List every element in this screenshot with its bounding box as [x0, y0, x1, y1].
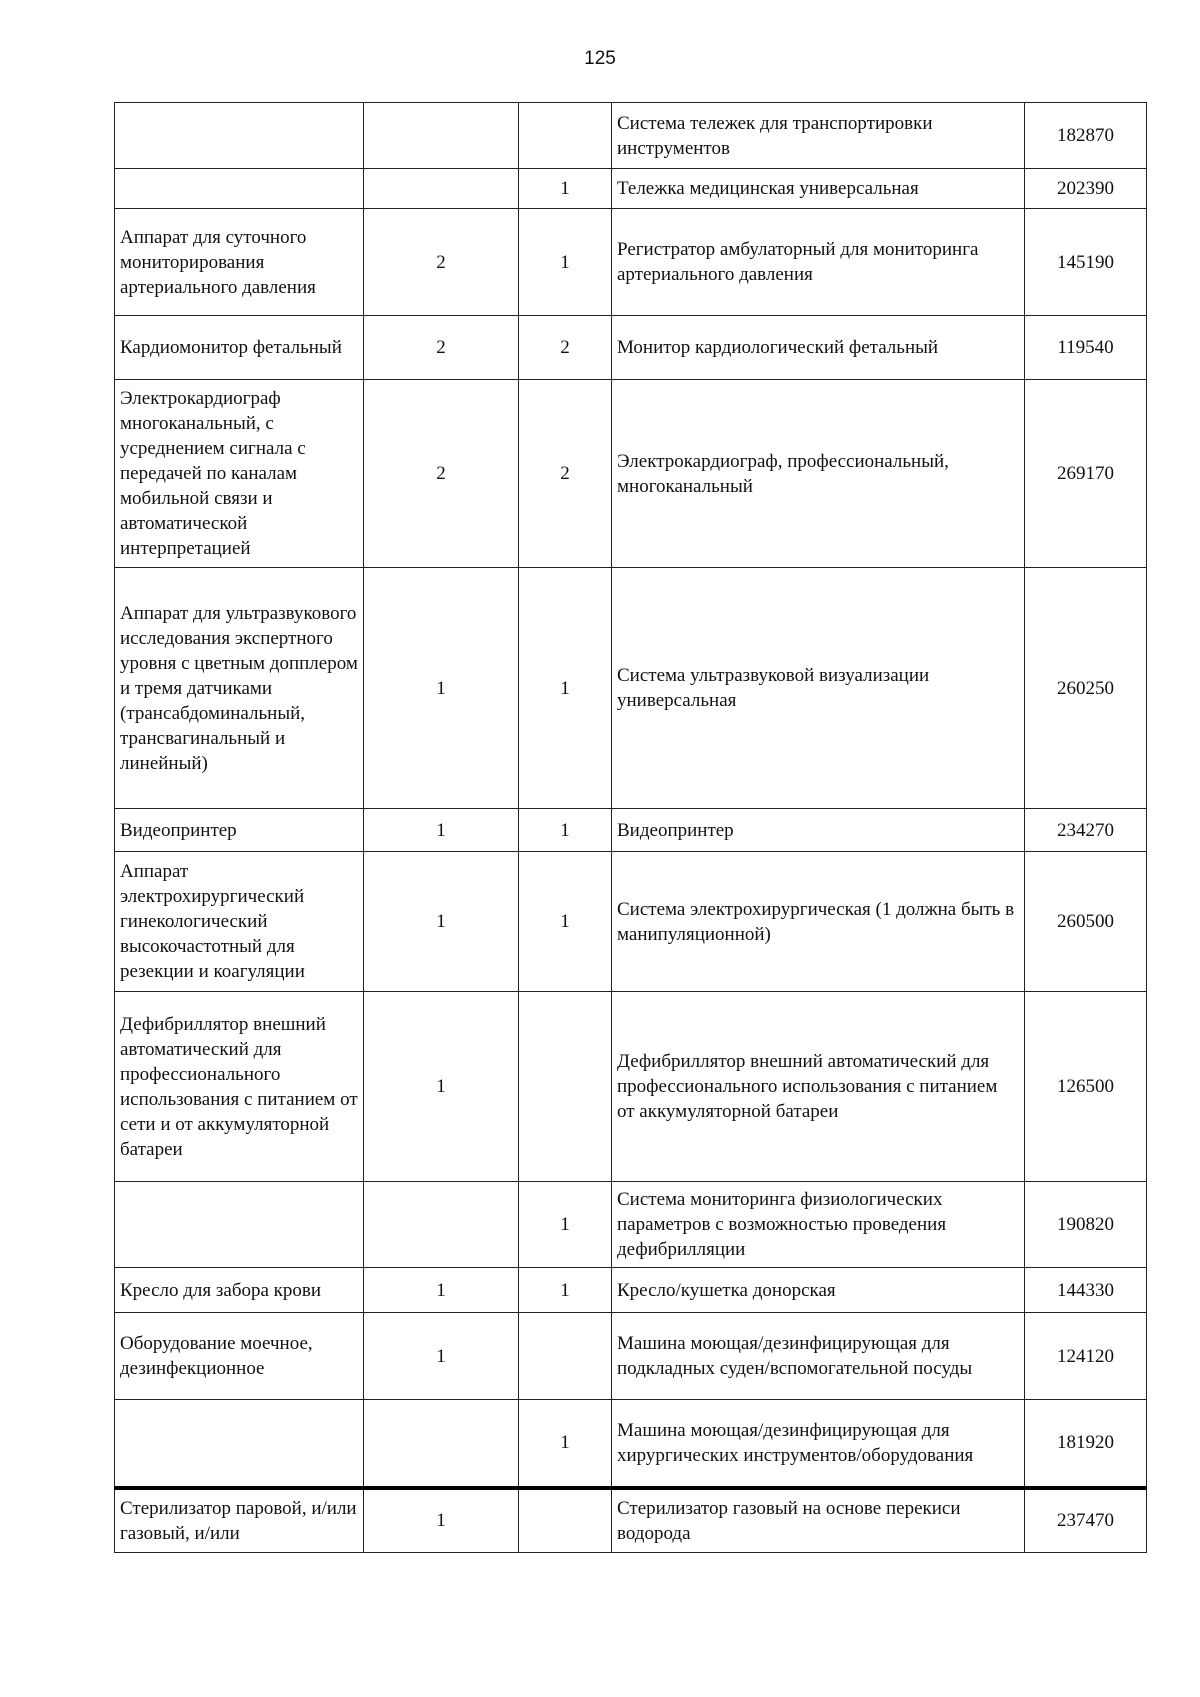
table-row	[115, 316, 1147, 380]
price-cell: 260250	[1025, 568, 1147, 809]
present-quantity-cell: 1	[519, 1268, 612, 1313]
description-cell: Система мониторинга физиологических параметров с возможностью проведения дефибрилляции	[612, 1182, 1025, 1268]
equipment-table-body	[115, 103, 1147, 1553]
required-quantity-cell	[364, 1400, 519, 1488]
present-quantity-cell	[519, 1488, 612, 1553]
required-quantity-cell: 1	[364, 568, 519, 809]
present-quantity-cell: 2	[519, 316, 612, 380]
description-cell: Регистратор амбулаторный для мониторинга артериального давления	[612, 209, 1025, 316]
equipment-name-cell: Видеопринтер	[115, 809, 364, 852]
equipment-name-cell: Стерилизатор паровой, и/или газовый, и/или	[115, 1488, 364, 1553]
required-quantity-cell: 1	[364, 1488, 519, 1553]
equipment-name-cell: Аппарат для суточного мониторирования артериального давления	[115, 209, 364, 316]
price-cell: 119540	[1025, 316, 1147, 380]
description-cell: Электрокардиограф, профессиональный, многоканальный	[612, 380, 1025, 568]
price-cell: 269170	[1025, 380, 1147, 568]
required-quantity-cell: 2	[364, 380, 519, 568]
required-quantity-cell: 1	[364, 1313, 519, 1400]
required-quantity-cell	[364, 169, 519, 209]
equipment-name-cell: Дефибриллятор внешний автоматический для профессионального использования с питанием от сети и от аккумуляторной батареи	[115, 992, 364, 1182]
price-cell: 234270	[1025, 809, 1147, 852]
required-quantity-cell: 1	[364, 992, 519, 1182]
price-cell: 190820	[1025, 1182, 1147, 1268]
table-row	[115, 1313, 1147, 1400]
equipment-name-cell: Аппарат для ультразвукового исследования экспертного уровня с цветным допплером и тремя датчиками (трансабдоминальный, трансвагинальный и линейный)	[115, 568, 364, 809]
description-cell: Машина моющая/дезинфицирующая для подкладных суден/вспомогательной посуды	[612, 1313, 1025, 1400]
required-quantity-cell: 1	[364, 852, 519, 992]
required-quantity-cell	[364, 1182, 519, 1268]
price-cell: 124120	[1025, 1313, 1147, 1400]
table-row	[115, 169, 1147, 209]
present-quantity-cell: 1	[519, 809, 612, 852]
price-cell: 237470	[1025, 1488, 1147, 1553]
table-row	[115, 1182, 1147, 1268]
description-cell: Система электрохирургическая (1 должна быть в манипуляционной)	[612, 852, 1025, 992]
table-row	[115, 809, 1147, 852]
equipment-name-cell	[115, 1182, 364, 1268]
equipment-name-cell	[115, 103, 364, 169]
required-quantity-cell: 2	[364, 316, 519, 380]
equipment-name-cell: Кардиомонитор фетальный	[115, 316, 364, 380]
table-row	[115, 209, 1147, 316]
page-number: 125	[584, 48, 616, 69]
present-quantity-cell: 1	[519, 1182, 612, 1268]
present-quantity-cell	[519, 1313, 612, 1400]
description-cell: Дефибриллятор внешний автоматический для профессионального использования с питанием от аккумуляторной батареи	[612, 992, 1025, 1182]
equipment-name-cell	[115, 169, 364, 209]
description-cell: Система тележек для транспортировки инструментов	[612, 103, 1025, 169]
present-quantity-cell: 1	[519, 169, 612, 209]
required-quantity-cell: 1	[364, 809, 519, 852]
equipment-name-cell: Аппарат электрохирургический гинекологический высокочастотный для резекции и коагуляции	[115, 852, 364, 992]
table-row	[115, 1268, 1147, 1313]
equipment-name-cell: Электрокардиограф многоканальный, с усреднением сигнала с передачей по каналам мобильной связи и автоматической интерпретацией	[115, 380, 364, 568]
table-row	[115, 1400, 1147, 1488]
description-cell: Кресло/кушетка донорская	[612, 1268, 1025, 1313]
table-row	[115, 852, 1147, 992]
present-quantity-cell: 1	[519, 1400, 612, 1488]
present-quantity-cell	[519, 103, 612, 169]
present-quantity-cell: 2	[519, 380, 612, 568]
present-quantity-cell: 1	[519, 568, 612, 809]
required-quantity-cell: 1	[364, 1268, 519, 1313]
description-cell: Тележка медицинская универсальная	[612, 169, 1025, 209]
table-row	[115, 1488, 1147, 1553]
price-cell: 202390	[1025, 169, 1147, 209]
required-quantity-cell	[364, 103, 519, 169]
required-quantity-cell: 2	[364, 209, 519, 316]
price-cell: 126500	[1025, 992, 1147, 1182]
description-cell: Монитор кардиологический фетальный	[612, 316, 1025, 380]
price-cell: 181920	[1025, 1400, 1147, 1488]
equipment-name-cell	[115, 1400, 364, 1488]
equipment-name-cell: Оборудование моечное, дезинфекционное	[115, 1313, 364, 1400]
table-row	[115, 568, 1147, 809]
present-quantity-cell	[519, 992, 612, 1182]
description-cell: Система ультразвуковой визуализации универсальная	[612, 568, 1025, 809]
table-row	[115, 103, 1147, 169]
equipment-name-cell: Кресло для забора крови	[115, 1268, 364, 1313]
table-row	[115, 380, 1147, 568]
description-cell: Машина моющая/дезинфицирующая для хирургических инструментов/оборудования	[612, 1400, 1025, 1488]
present-quantity-cell: 1	[519, 209, 612, 316]
equipment-table	[114, 102, 1147, 1553]
table-row	[115, 992, 1147, 1182]
price-cell: 145190	[1025, 209, 1147, 316]
description-cell: Стерилизатор газовый на основе перекиси водорода	[612, 1488, 1025, 1553]
price-cell: 260500	[1025, 852, 1147, 992]
price-cell: 182870	[1025, 103, 1147, 169]
description-cell: Видеопринтер	[612, 809, 1025, 852]
price-cell: 144330	[1025, 1268, 1147, 1313]
present-quantity-cell: 1	[519, 852, 612, 992]
